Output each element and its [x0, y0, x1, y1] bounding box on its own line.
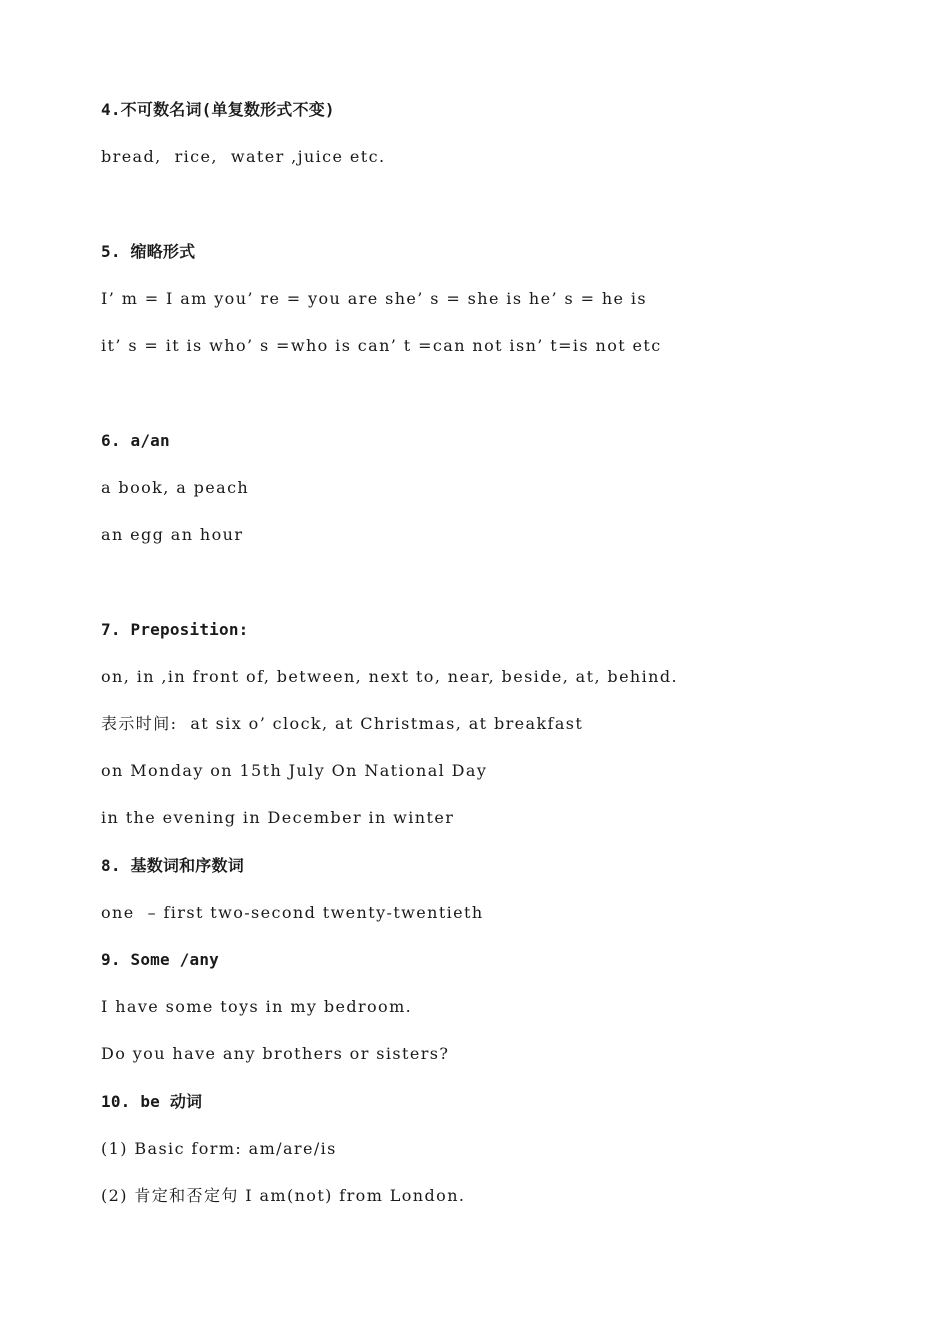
prepositions-line-2: 表示时间: at six o’ clock, at Christmas, at breakfast [101, 714, 584, 733]
numerals-line-1: one – first two-second twenty-twentieth [101, 903, 484, 922]
prepositions-line-1: on, in ,in front of, between, next to, near, beside, at, behind. [101, 667, 678, 686]
be-verb-line-1: (1) Basic form: am/are/is [101, 1139, 337, 1158]
section-heading-articles: 6. a/an [101, 431, 170, 450]
prepositions-line-4: in the evening in December in winter [101, 808, 455, 827]
uncountable-nouns-examples: bread, rice, water ,juice etc. [101, 147, 386, 166]
contractions-line-2: it’ s = it is who’ s =who is can’ t =can not isn’ t=is not etc [101, 336, 662, 355]
prepositions-line-3: on Monday on 15th July On National Day [101, 761, 488, 780]
articles-line-1: a book, a peach [101, 478, 250, 497]
section-heading-some-any: 9. Some /any [101, 950, 219, 969]
section-heading-be-verb: 10. be 动词 [101, 1092, 203, 1111]
section-heading-prepositions: 7. Preposition: [101, 620, 249, 639]
section-heading-numerals: 8. 基数词和序数词 [101, 856, 244, 875]
some-any-line-2: Do you have any brothers or sisters? [101, 1044, 450, 1063]
section-heading-uncountable-nouns: 4.不可数名词(单复数形式不变) [101, 100, 335, 119]
section-heading-contractions: 5. 缩略形式 [101, 242, 196, 261]
articles-line-2: an egg an hour [101, 525, 244, 544]
some-any-line-1: I have some toys in my bedroom. [101, 997, 413, 1016]
be-verb-line-2: (2) 肯定和否定句 I am(not) from London. [101, 1186, 466, 1205]
contractions-line-1: I’ m = I am you’ re = you are she’ s = she is he’ s = he is [101, 289, 648, 308]
